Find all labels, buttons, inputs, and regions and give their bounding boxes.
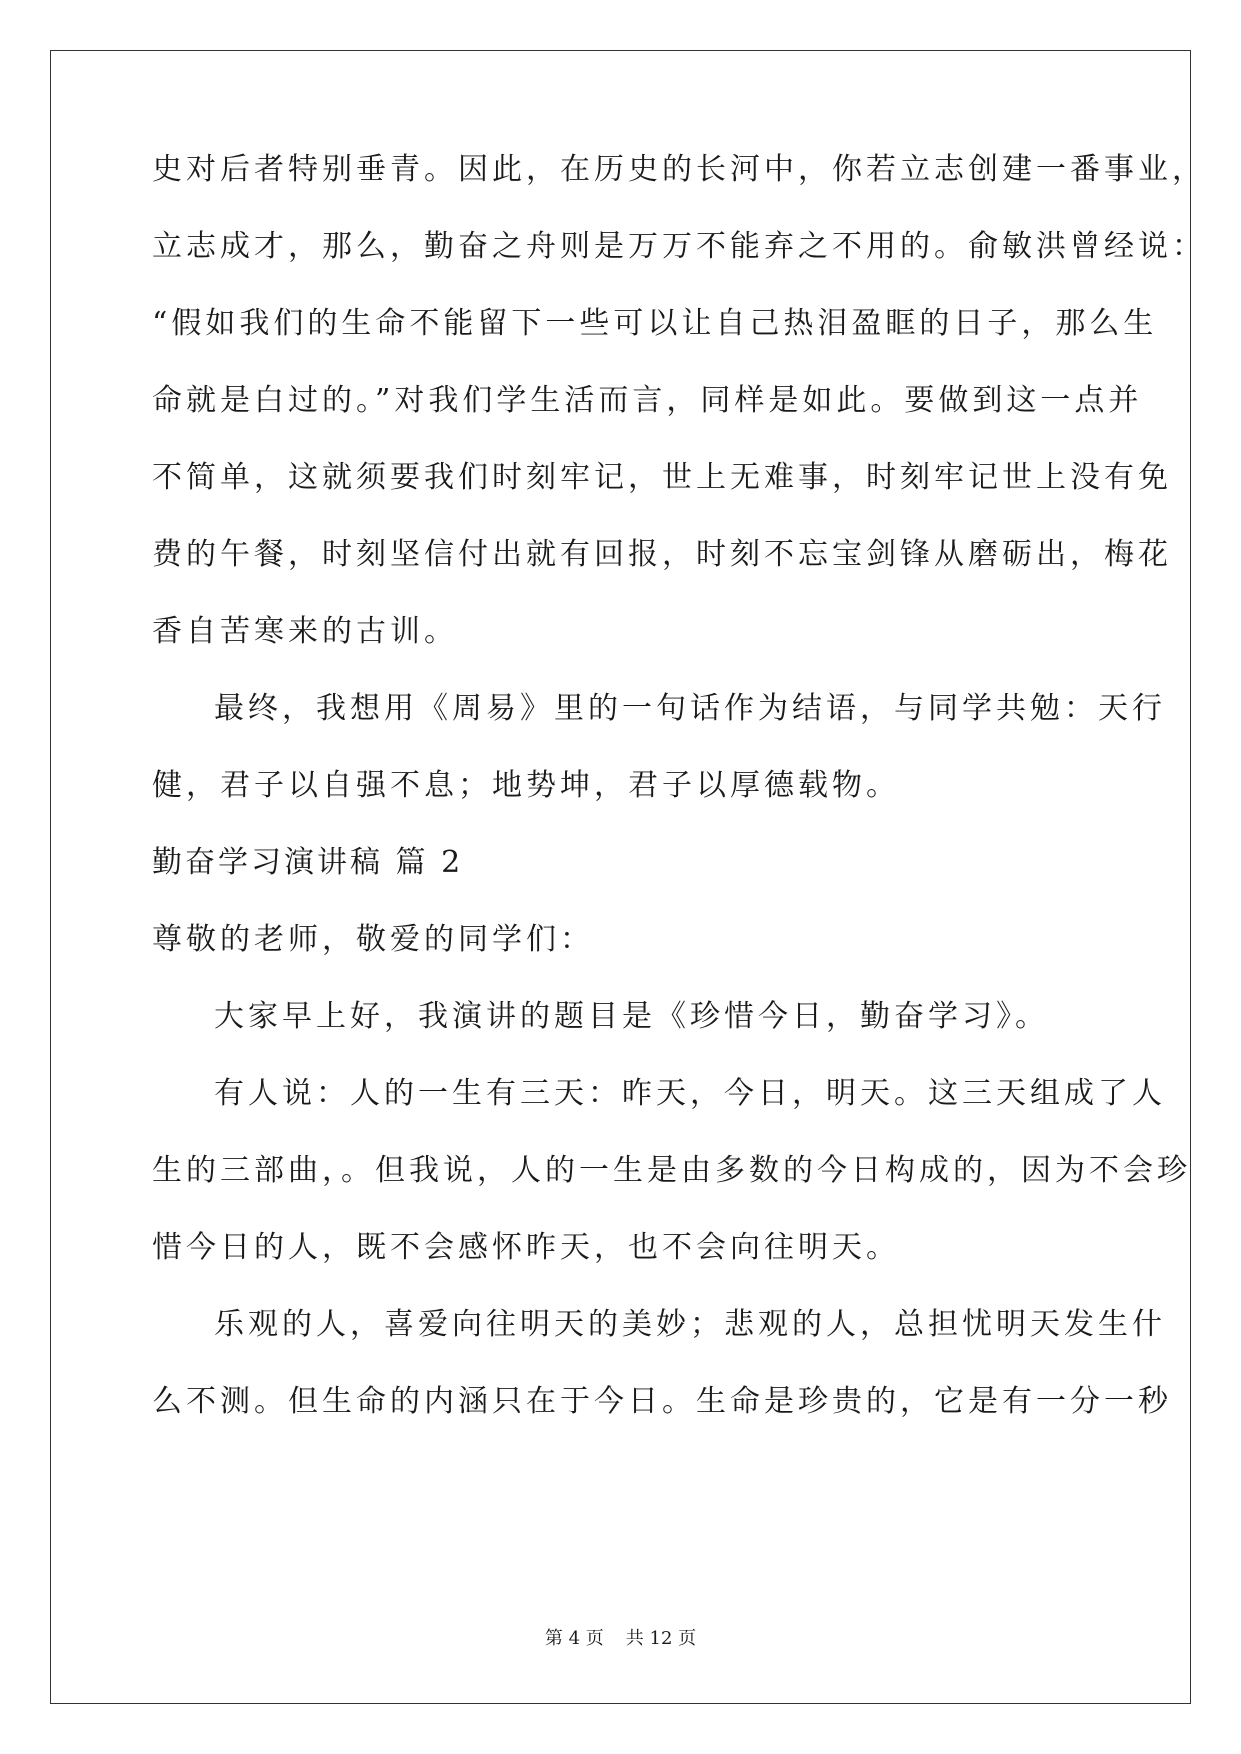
salutation: 尊敬的老师，敬爱的同学们： [152,922,594,957]
section-heading: 勤奋学习演讲稿 篇 2 [152,845,464,880]
paragraph-line: 惜今日的人，既不会感怀昨天，也不会向往明天。 [152,1230,900,1265]
paragraph-line: 健，君子以自强不息；地势坤，君子以厚德载物。 [152,768,900,803]
page-total: 共 12 页 [625,1628,697,1649]
paragraph-line: 大家早上好，我演讲的题目是《珍惜今日，勤奋学习》。 [214,999,1049,1034]
paragraph-line: 香自苦寒来的古训。 [152,614,458,649]
paragraph-line: 立志成才，那么，勤奋之舟则是万万不能弃之不用的。俞敏洪曾经说： [152,229,1206,264]
paragraph-line: 么不测。但生命的内涵只在于今日。生命是珍贵的，它是有一分一秒 [152,1384,1172,1419]
paragraph-line: 乐观的人，喜爱向往明天的美妙；悲观的人，总担忧明天发生什 [214,1307,1166,1342]
paragraph-line: 最终，我想用《周易》里的一句话作为结语，与同学共勉：天行 [214,691,1166,726]
page-number: 第 4 页 [544,1628,604,1649]
paragraph-line: 生的三部曲，。但我说，人的一生是由多数的今日构成的，因为不会珍 [152,1153,1191,1188]
paragraph-line: 不简单，这就须要我们时刻牢记，世上无难事，时刻牢记世上没有免 [152,460,1172,495]
page-footer [0,1627,1241,1651]
paragraph-line: 史对后者特别垂青。因此，在历史的长河中，你若立志创建一番事业， [152,152,1206,187]
paragraph-line: 命就是白过的。”对我们学生活而言，同样是如此。要做到这一点并 [152,383,1143,418]
paragraph-line: 费的午餐，时刻坚信付出就有回报，时刻不忘宝剑锋从磨砺出，梅花 [152,537,1172,572]
paragraph-line: 有人说：人的一生有三天：昨天，今日，明天。这三天组成了人 [214,1076,1166,1111]
paragraph-line: “假如我们的生命不能留下一些可以让自己热泪盈眶的日子，那么生 [152,306,1158,341]
